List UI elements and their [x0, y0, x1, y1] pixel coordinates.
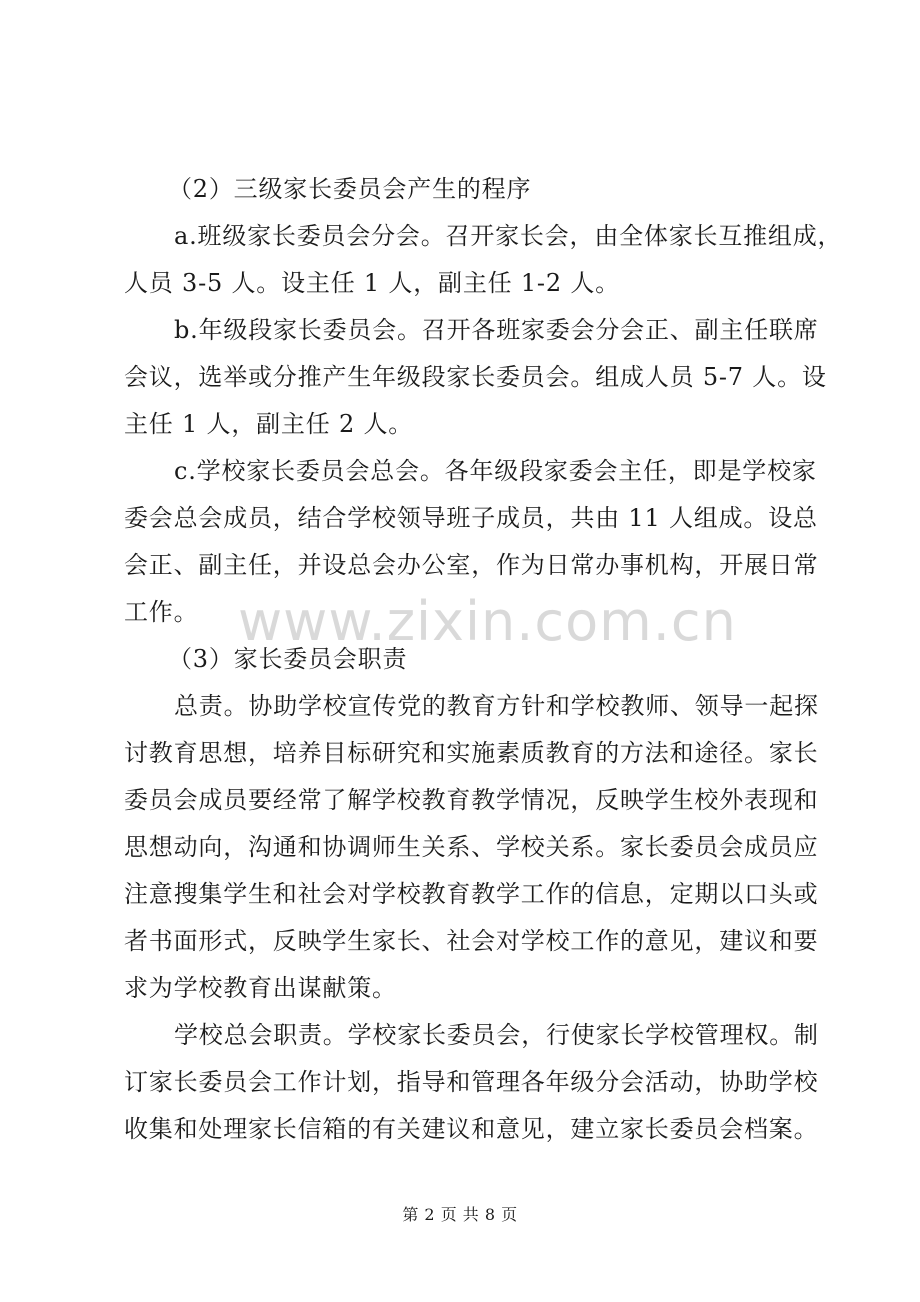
- paragraph-line: 工作。: [124, 598, 199, 626]
- paragraph-line: 注意搜集学生和社会对学校教育教学工作的信息，定期以口头或: [124, 880, 819, 908]
- paragraph-line: c.学校家长委员会总会。各年级段家委会主任，即是学校家: [174, 457, 817, 485]
- paragraph-line: a.班级家长委员会分会。召开家长会，由全体家长互推组成，: [174, 222, 843, 250]
- paragraph-line: 会正、副主任，并设总会办公室，作为日常办事机构，开展日常: [124, 551, 819, 579]
- paragraph-line: 主任 1 人，副主任 2 人。: [124, 410, 414, 438]
- paragraph-line: b.年级段家长委员会。召开各班家委会分会正、副主任联席: [174, 316, 819, 344]
- paragraph-line: 订家长委员会工作计划，指导和管理各年级分会活动，协助学校: [124, 1068, 819, 1096]
- document-body: [124, 166, 843, 1153]
- paragraph-line: 收集和处理家长信箱的有关建议和意见，建立家长委员会档案。: [124, 1115, 819, 1143]
- paragraph-line: 委员会成员要经常了解学校教育教学情况，反映学生校外表现和: [124, 786, 819, 814]
- paragraph-line: 人员 3-5 人。设主任 1 人，副主任 1-2 人。: [124, 269, 620, 297]
- watermark: www.zixin.com.cn: [238, 590, 737, 653]
- paragraph-line: 者书面形式，反映学生家长、社会对学校工作的意见，建议和要: [124, 927, 819, 955]
- paragraph-line: 求为学校教育出谋献策。: [124, 974, 397, 1002]
- paragraph-line: 思想动向，沟通和协调师生关系、学校关系。家长委员会成员应: [124, 833, 819, 861]
- paragraph-line: 学校总会职责。学校家长委员会，行使家长学校管理权。制: [174, 1021, 819, 1049]
- section-heading: （3）家长委员会职责: [168, 645, 408, 673]
- paragraph-line: 会议，选举或分推产生年级段家长委员会。组成人员 5-7 人。设: [124, 363, 827, 391]
- paragraph-line: 委会总会成员，结合学校领导班子成员，共由 11 人组成。设总: [124, 504, 818, 532]
- page-footer: 第 2 页 共 8 页: [402, 1205, 518, 1224]
- paragraph-line: 总责。协助学校宣传党的教育方针和学校教师、领导一起探: [174, 692, 819, 720]
- section-heading: （2）三级家长委员会产生的程序: [168, 175, 532, 203]
- paragraph-line: 讨教育思想，培养目标研究和实施素质教育的方法和途径。家长: [124, 739, 819, 767]
